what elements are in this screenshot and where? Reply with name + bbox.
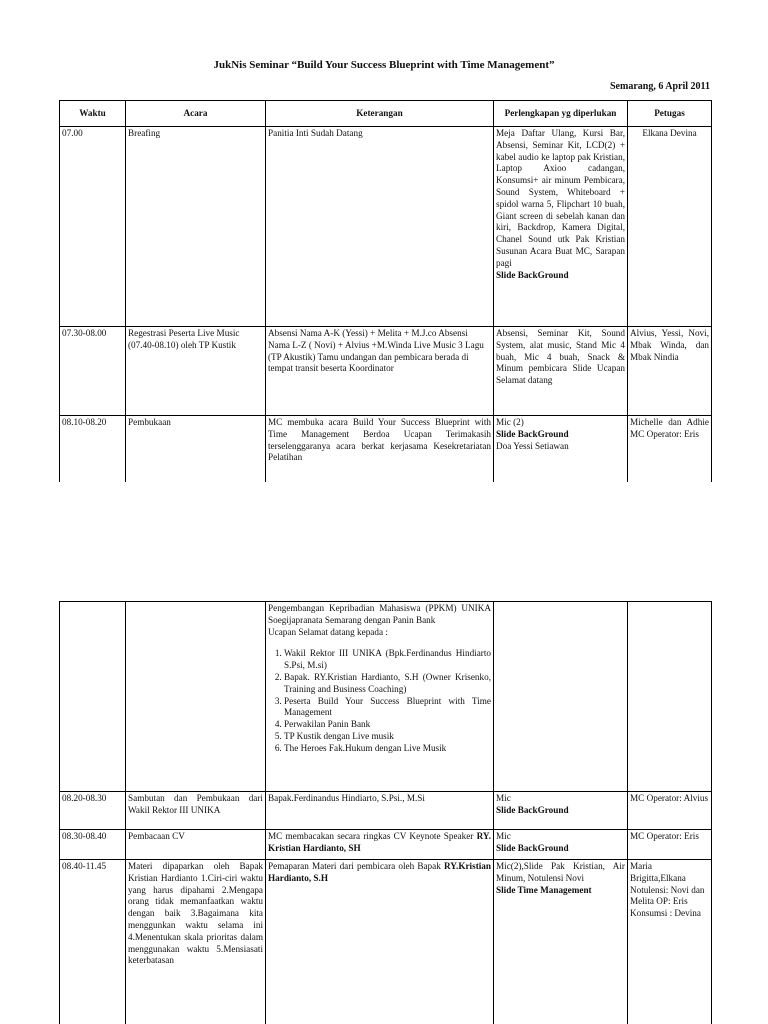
cell-waktu: 07.30-08.00 bbox=[60, 327, 126, 416]
cell-waktu: 08.30-08.40 bbox=[60, 830, 126, 860]
cell-petugas: Michelle dan Adhie MC Operator: Eris bbox=[628, 416, 712, 483]
list-item: 3. Peserta Build Your Success Blueprint with Time Management bbox=[284, 696, 491, 720]
header-keterangan: Keterangan bbox=[266, 101, 494, 127]
cell-acara: Breafing bbox=[126, 127, 266, 327]
table-row bbox=[60, 830, 712, 860]
cell-acara bbox=[126, 602, 266, 792]
document-date: Semarang, 6 April 2011 bbox=[609, 81, 710, 92]
continuation-intro: Pengembangan Kepribadian Mahasiswa (PPKM) UNIKA Soegijapranata Semarang dengan Panin Bank bbox=[268, 603, 491, 625]
perlengkapan-bold: Slide Time Management bbox=[496, 884, 592, 895]
cell-perlengkapan bbox=[494, 792, 628, 830]
perlengkapan-text: Mic(2),Slide Pak Kristian, Air Minum, Notulensi Novi bbox=[496, 861, 625, 883]
header-perlengkapan: Perlengkapan yg diperlukan bbox=[494, 101, 628, 127]
cell-petugas: Alvius, Yessi, Novi, Mbak Winda, dan Mbak Nindia bbox=[628, 327, 712, 416]
perlengkapan-bold: Slide BackGround bbox=[496, 269, 569, 280]
cell-acara: Pembacaan CV bbox=[126, 830, 266, 860]
list-item: 6. The Heroes Fak.Hukum dengan Live Musik bbox=[284, 743, 491, 755]
schedule-table bbox=[59, 100, 712, 482]
list-item: 2. Bapak. RY.Kristian Hardianto, S.H (Owner Krisenko, Training and Business Coaching) bbox=[284, 672, 491, 696]
cell-waktu: 08.20-08.30 bbox=[60, 792, 126, 830]
cell-perlengkapan bbox=[494, 416, 628, 483]
header-acara: Acara bbox=[126, 101, 266, 127]
keterangan-bold: RY. Kristian Hardianto, SH bbox=[268, 831, 491, 853]
schedule-table-continued bbox=[59, 601, 712, 1024]
keterangan-text: Pemaparan Materi dari pembicara oleh Bapak bbox=[268, 861, 441, 871]
cell-perlengkapan bbox=[494, 127, 628, 327]
perlengkapan-bold: Slide BackGround bbox=[496, 842, 569, 853]
table-row bbox=[60, 416, 712, 483]
cell-keterangan bbox=[266, 830, 494, 860]
cell-petugas bbox=[628, 602, 712, 792]
cell-keterangan: Bapak.Ferdinandus Hindiarto, S.Psi., M.Si bbox=[266, 792, 494, 830]
perlengkapan-after: Doa Yessi Setiawan bbox=[496, 440, 569, 451]
cell-acara: Materi dipaparkan oleh Bapak Kristian Hardianto 1.Ciri-ciri waktu yang harus dipahami 2.Mengapa orang tidak memanfaatkan waktu dengan baik 3.Bagaimana kita menggunkan waktu selama ini 4.Menentukan skala prioritas dalam menggunakan waktu 5.Mensiasati keterbatasan bbox=[126, 860, 266, 1024]
cell-perlengkapan bbox=[494, 602, 628, 792]
cell-perlengkapan bbox=[494, 830, 628, 860]
table-row bbox=[60, 860, 712, 1024]
keterangan-text: MC membacakan secara ringkas CV Keynote Speaker bbox=[268, 831, 474, 841]
list-item: 1. Wakil Rektor III UNIKA (Bpk.Ferdinandus Hindiarto S.Psi, M.si) bbox=[284, 648, 491, 672]
cell-petugas: Maria Brigitta,Elkana Notulensi: Novi dan Melita OP: Eris Konsumsi : Devina bbox=[628, 860, 712, 1024]
ucapan-list bbox=[268, 648, 491, 754]
cell-petugas: MC Operator: Alvius bbox=[628, 792, 712, 830]
cell-keterangan bbox=[266, 602, 494, 792]
cell-perlengkapan bbox=[494, 860, 628, 1024]
cell-perlengkapan: Absensi, Seminar Kit, Sound System, alat music, Stand Mic 4 buah, Mic 4 buah, Snack & Minum pembicara Slide Ucapan Selamat datang bbox=[494, 327, 628, 416]
perlengkapan-text: Mic bbox=[496, 793, 511, 803]
cell-petugas: MC Operator: Eris bbox=[628, 830, 712, 860]
perlengkapan-text: Meja Daftar Ulang, Kursi Bar, Absensi, Seminar Kit, LCD(2) + kabel audio ke laptop pak Kristian, Laptop Axioo cadangan, Konsumsi+ air minum Pembicara, Sound System, Whiteboard + spidol warna 5, Flipchart 10 buah, Giant screen di sebelah kanan dan kiri, Backdrop, Kamera Digital, Chanel Sound utk Pak Kristian Susunan Acara Buat MC, Sarapan pagi bbox=[496, 128, 625, 268]
perlengkapan-text: Mic bbox=[496, 831, 511, 841]
cell-petugas: Elkana Devina bbox=[628, 127, 712, 327]
table-row bbox=[60, 327, 712, 416]
perlengkapan-text: Mic (2) bbox=[496, 417, 524, 427]
table-row bbox=[60, 127, 712, 327]
cell-acara: Regestrasi Peserta Live Music (07.40-08.10) oleh TP Kustik bbox=[126, 327, 266, 416]
cell-keterangan: Absensi Nama A-K (Yessi) + Melita + M.J.co Absensi Nama L-Z ( Novi) + Alvius +M.Winda Live Music 3 Lagu (TP Akustik) Tamu undangan dan pembicara berada di tempat transit beserta Koordinator bbox=[266, 327, 494, 416]
list-item: 4. Perwakilan Panin Bank bbox=[284, 719, 491, 731]
header-waktu: Waktu bbox=[60, 101, 126, 127]
cell-waktu: 08.10-08.20 bbox=[60, 416, 126, 483]
cell-acara: Pembukaan bbox=[126, 416, 266, 483]
keterangan-bold: RY.Kristian Hardianto, S.H bbox=[268, 861, 492, 883]
document-title: JukNis Seminar “Build Your Success Blueprint with Time Management” bbox=[213, 59, 555, 71]
continuation-ucapan: Ucapan Selamat datang kepada : bbox=[268, 626, 388, 637]
cell-keterangan bbox=[266, 860, 494, 1024]
perlengkapan-bold: Slide BackGround bbox=[496, 428, 569, 439]
table-row bbox=[60, 602, 712, 792]
cell-acara: Sambutan dan Pembukaan dari Wakil Rektor III UNIKA bbox=[126, 792, 266, 830]
perlengkapan-bold: Slide BackGround bbox=[496, 804, 569, 815]
cell-waktu: 08.40-11.45 bbox=[60, 860, 126, 1024]
header-petugas: Petugas bbox=[628, 101, 712, 127]
schedule-table-page2 bbox=[0, 601, 768, 1024]
schedule-table-page1 bbox=[0, 100, 768, 482]
cell-keterangan: MC membuka acara Build Your Success Blueprint with Time Management Berdoa Ucapan Terimakasih terselenggaranya acara berkat kerjasama Kesekretariatan Pelatihan bbox=[266, 416, 494, 483]
cell-waktu bbox=[60, 602, 126, 792]
cell-keterangan: Panitia Inti Sudah Datang bbox=[266, 127, 494, 327]
cell-waktu: 07.00 bbox=[60, 127, 126, 327]
list-item: 5. TP Kustik dengan Live musik bbox=[284, 731, 491, 743]
table-row bbox=[60, 792, 712, 830]
